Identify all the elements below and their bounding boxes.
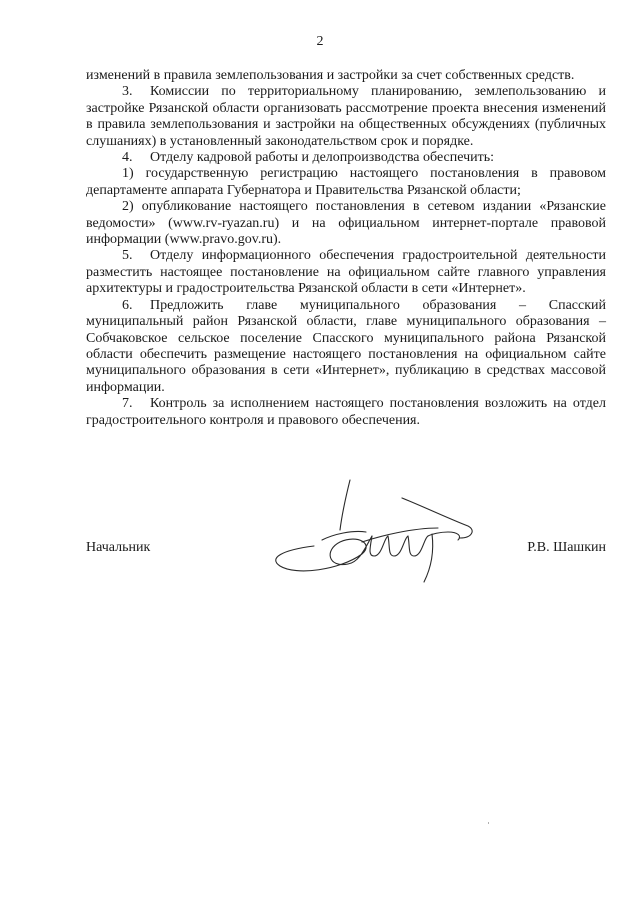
paragraph-number: 4. <box>122 150 133 166</box>
paragraph-number: 6. <box>122 297 133 313</box>
paragraph-item-3 <box>86 84 606 150</box>
scan-artifact <box>488 822 489 824</box>
paragraph-subitem-2 <box>86 199 606 248</box>
paragraph-text: 1) государственную регистрацию настоящего постановления в правовом департаменте аппарата Губернатора и Правительства Рязанской области; <box>86 166 606 198</box>
paragraph-number: 5. <box>122 248 133 264</box>
paragraph-text: Отделу информационного обеспечения градостроительной деятельности разместить настоящее постановление на официальном сайте главного управления архитектуры и градостроительства Рязанской области в сети «Интернет». <box>86 248 606 297</box>
paragraph-item-4 <box>86 150 606 166</box>
signatory-name: Р.В. Шашкин <box>527 540 606 555</box>
page-number: 2 <box>316 34 324 49</box>
paragraph-number: 3. <box>122 84 133 100</box>
paragraph-item-7 <box>86 396 606 429</box>
paragraph-text: Контроль за исполнением настоящего постановления возложить на отдел градостроительного контроля и правового обеспечения. <box>86 396 606 428</box>
paragraph-item-5 <box>86 248 606 297</box>
signatory-position: Начальник <box>86 540 151 555</box>
paragraph-continuation <box>86 68 606 84</box>
signature-block <box>86 540 606 560</box>
handwritten-signature <box>262 476 482 586</box>
paragraph-text: 2) опубликование настоящего постановления в сетевом издании «Рязанские ведомости» (www.rv-ryazan.ru) и на официальном интернет-портале правовой информации (www.pravo.gov.ru). <box>86 199 606 248</box>
paragraph-number: 7. <box>122 396 133 412</box>
paragraph-text: изменений в правила землепользования и застройки за счет собственных средств. <box>86 68 575 83</box>
paragraph-subitem-1 <box>86 166 606 199</box>
paragraph-item-6 <box>86 298 606 396</box>
document-body <box>86 68 606 429</box>
paragraph-text: Комиссии по территориальному планированию, землепользованию и застройке Рязанской области организовать рассмотрение проекта внесения изменений в правила землепользования и застройки на общественных обсуждениях (публичных слушаниях) в установленный законодательством срок и порядке. <box>86 84 606 149</box>
paragraph-text: Предложить главе муниципального образования – Спасский муниципальный район Рязанской области, главе муниципального образования – Собчаковское сельское поселение Спасского муниципального района Рязанской области обеспечить размещение настоящего постановления на официальном сайте муниципального образования в сети «Интернет», публикацию в средствах массовой информации. <box>86 297 606 395</box>
paragraph-text: Отделу кадровой работы и делопроизводства обеспечить: <box>150 150 495 166</box>
